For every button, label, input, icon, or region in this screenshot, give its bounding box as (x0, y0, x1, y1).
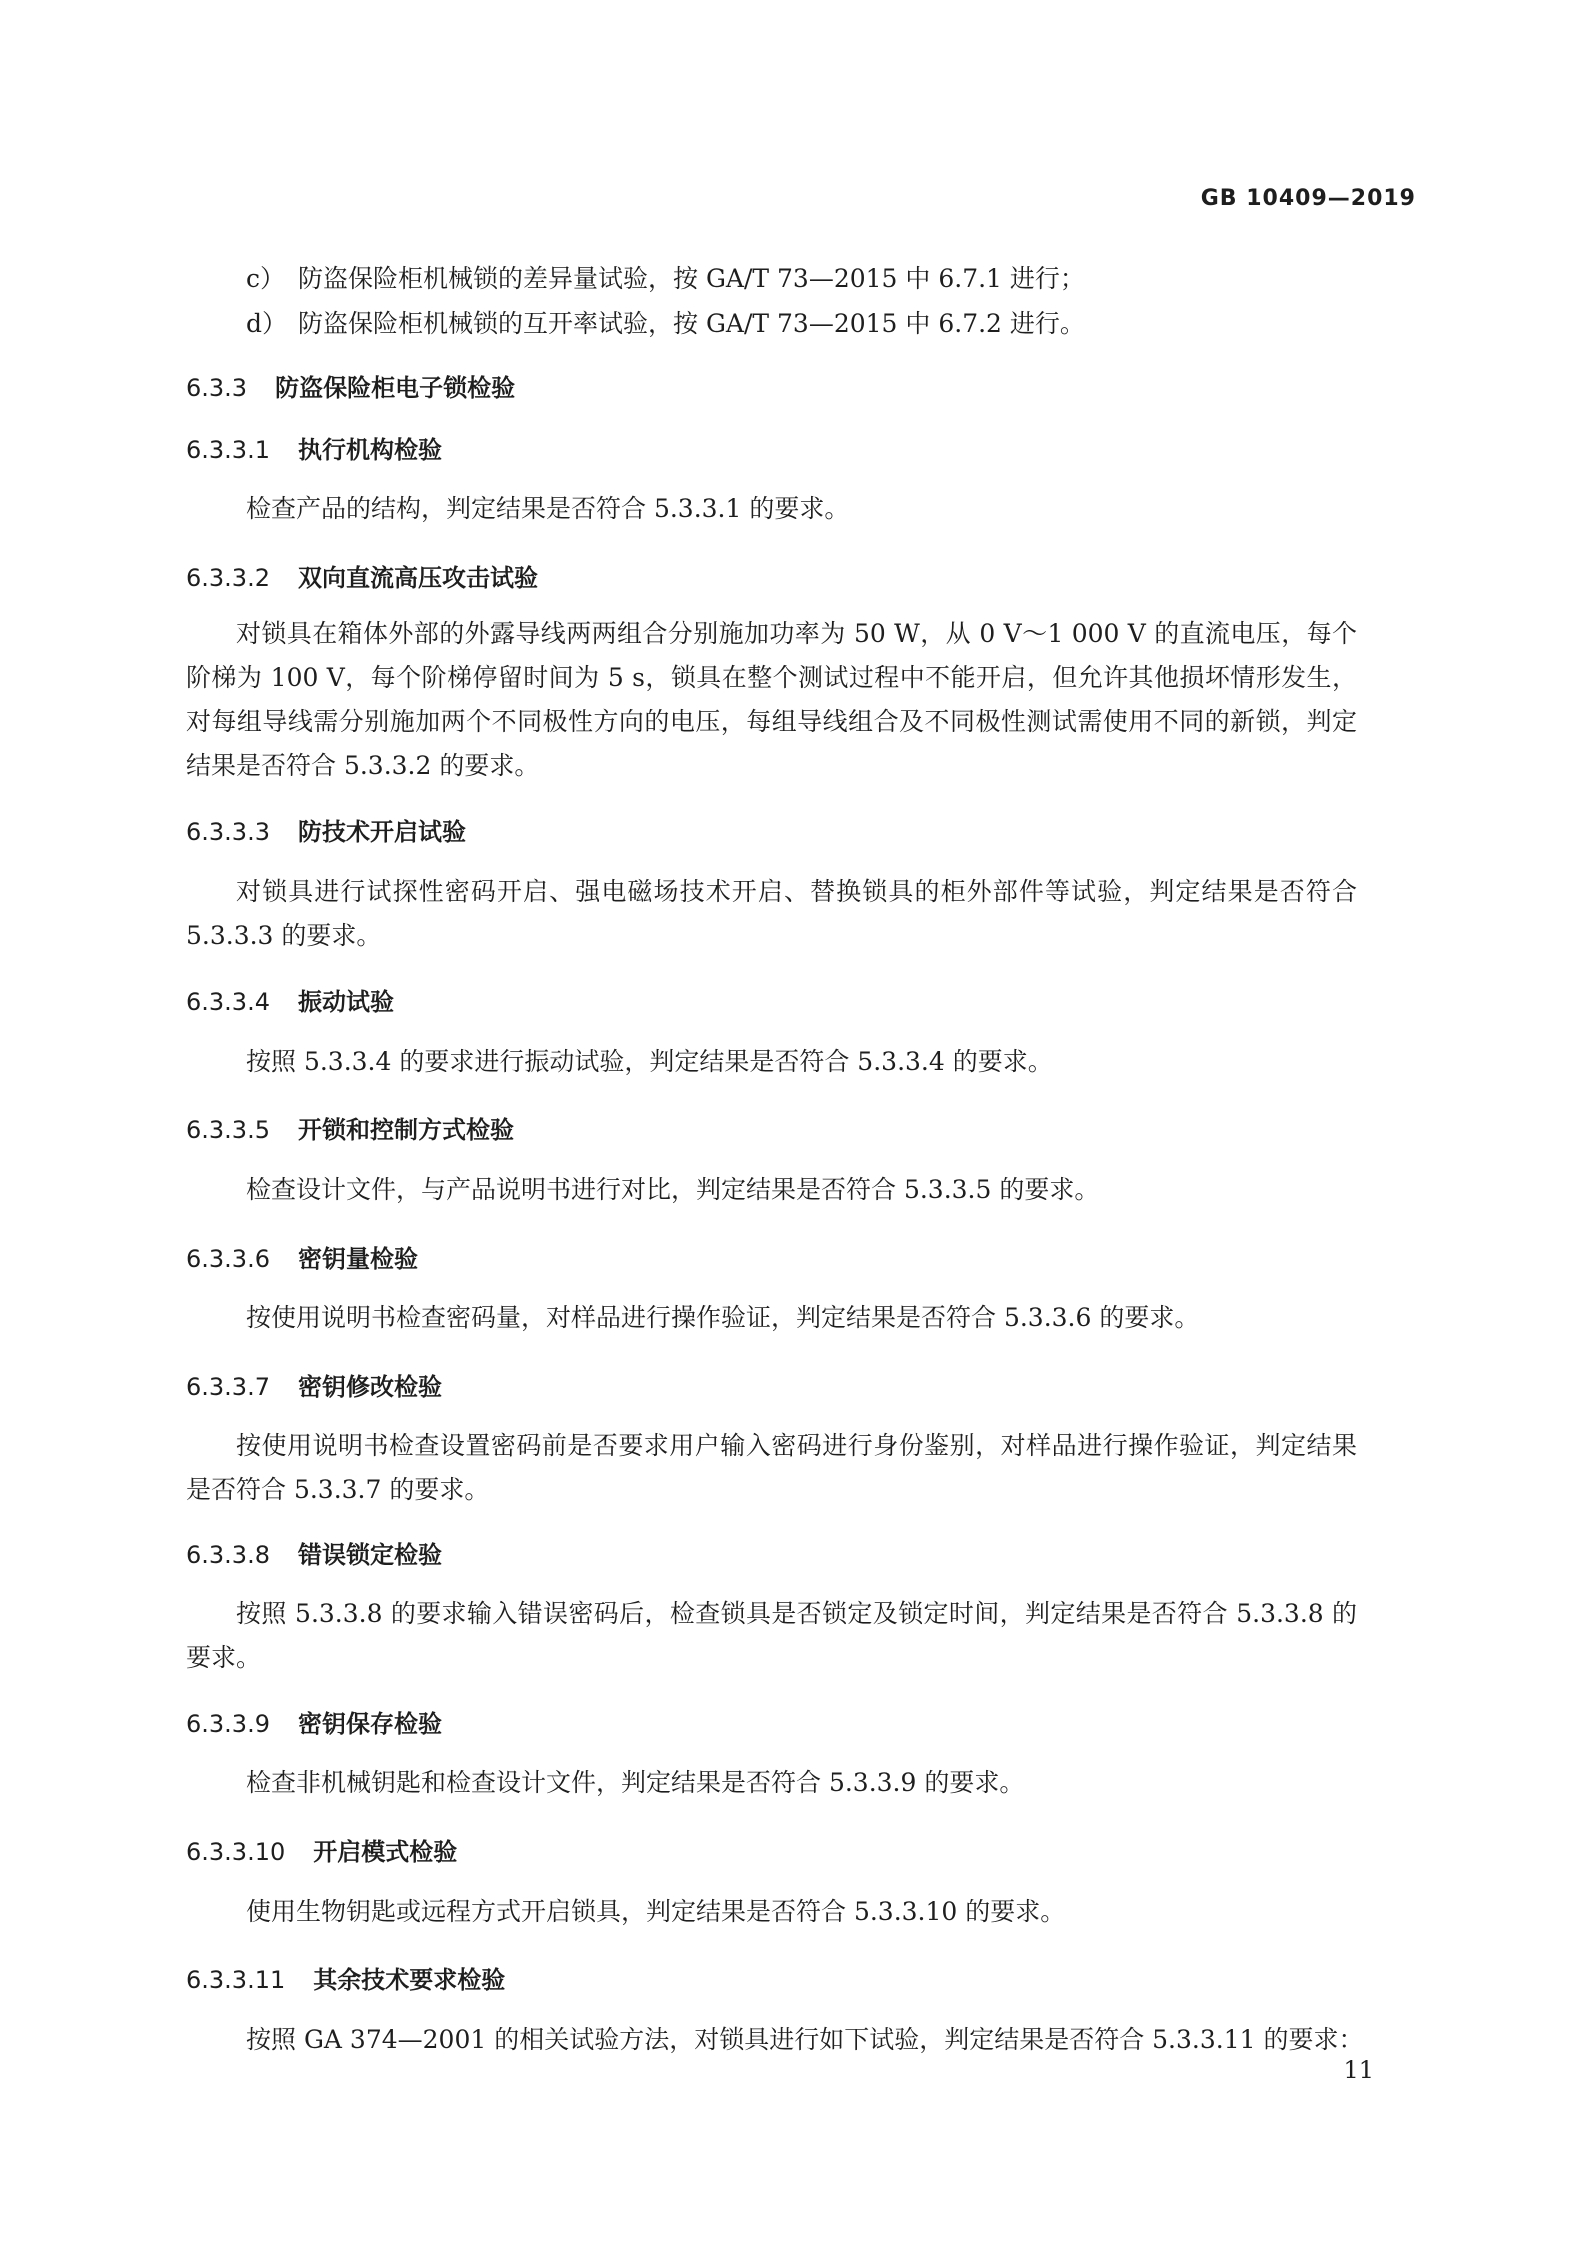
section-number: 6.3.3.11 (186, 1966, 286, 1994)
section-body: 检查设计文件，与产品说明书进行对比，判定结果是否符合 5.3.3.5 的要求。 (246, 1175, 1100, 1204)
section-title: 其余技术要求检验 (313, 1966, 506, 1994)
section-body: 检查非机械钥匙和检查设计文件，判定结果是否符合 5.3.3.9 的要求。 (246, 1768, 1025, 1797)
section-title: 密钥量检验 (297, 1245, 418, 1273)
section-body: 使用生物钥匙或远程方式开启锁具，判定结果是否符合 5.3.3.10 的要求。 (246, 1897, 1066, 1926)
section-heading (186, 560, 538, 596)
section-number: 6.3.3.10 (186, 1838, 286, 1866)
section-title: 开启模式检验 (313, 1838, 458, 1866)
section-heading (186, 1537, 442, 1573)
section-heading (186, 984, 394, 1020)
section-heading (186, 1369, 442, 1405)
section-heading (186, 1962, 505, 1998)
section-number: 6.3.3.3 (186, 818, 270, 846)
list-marker: d） (246, 309, 288, 338)
list-item (246, 302, 1085, 346)
section-body: 检查产品的结构，判定结果是否符合 5.3.3.1 的要求。 (246, 494, 850, 523)
list-item-text: 防盗保险柜机械锁的差异量试验，按 GA/T 73—2015 中 6.7.1 进行； (298, 264, 1085, 293)
section-title: 防盗保险柜电子锁检验 (275, 374, 516, 402)
section-number: 6.3.3.1 (186, 436, 270, 464)
list-item (246, 257, 1085, 301)
section-body: 对锁具进行试探性密码开启、强电磁场技术开启、替换锁具的柜外部件等试验，判定结果是否符合 5.3.3.3 的要求。 (186, 877, 1357, 950)
section-title: 防技术开启试验 (297, 818, 466, 846)
section-number: 6.3.3.4 (186, 988, 270, 1016)
section-body: 按使用说明书检查设置密码前是否要求用户输入密码进行身份鉴别，对样品进行操作验证，判定结果是否符合 5.3.3.7 的要求。 (186, 1431, 1357, 1504)
section-heading (186, 432, 442, 468)
list-marker: c） (246, 264, 286, 293)
section-body: 按使用说明书检查密码量，对样品进行操作验证，判定结果是否符合 5.3.3.6 的要求。 (246, 1303, 1200, 1332)
section-heading (186, 1112, 514, 1148)
section-number: 6.3.3.7 (186, 1373, 270, 1401)
section-number: 6.3.3.8 (186, 1541, 270, 1569)
section-body: 对锁具在箱体外部的外露导线两两组合分别施加功率为 50 W，从 0 V～1 000 V 的直流电压，每个阶梯为 100 V，每个阶梯停留时间为 5 s，锁具在整个测试过程中不能开启，但允许其他损坏情形发生，对每组导线需分别施加两个不同极性方向的电压，每组导线组合及不同极性测试需使用不同的新锁，判定结果是否符合 5.3.3.2 的要求。 (186, 619, 1357, 780)
section-number: 6.3.3.2 (186, 564, 270, 592)
section-body: 按照 5.3.3.8 的要求输入错误密码后，检查锁具是否锁定及锁定时间，判定结果是否符合 5.3.3.8 的要求。 (186, 1599, 1357, 1672)
section-heading (186, 370, 515, 406)
section-title: 开锁和控制方式检验 (297, 1116, 514, 1144)
section-number: 6.3.3.5 (186, 1116, 270, 1144)
section-title: 错误锁定检验 (297, 1541, 442, 1569)
section-title: 密钥修改检验 (297, 1373, 442, 1401)
section-title: 执行机构检验 (297, 436, 442, 464)
section-title: 双向直流高压攻击试验 (297, 564, 538, 592)
section-heading (186, 1706, 442, 1742)
page-number: 11 (1343, 2056, 1374, 2084)
section-body: 按照 GA 374—2001 的相关试验方法，对锁具进行如下试验，判定结果是否符合 5.3.3.11 的要求： (246, 2025, 1364, 2054)
section-heading (186, 814, 466, 850)
document-code: GB 10409—2019 (1200, 186, 1416, 211)
section-title: 振动试验 (297, 988, 394, 1016)
section-heading (186, 1241, 418, 1277)
section-body: 按照 5.3.3.4 的要求进行振动试验，判定结果是否符合 5.3.3.4 的要求。 (246, 1047, 1053, 1076)
list-item-text: 防盗保险柜机械锁的互开率试验，按 GA/T 73—2015 中 6.7.2 进行。 (298, 309, 1085, 338)
section-number: 6.3.3 (186, 374, 248, 402)
section-number: 6.3.3.6 (186, 1245, 270, 1273)
section-number: 6.3.3.9 (186, 1710, 270, 1738)
section-title: 密钥保存检验 (297, 1710, 442, 1738)
section-heading (186, 1834, 457, 1870)
